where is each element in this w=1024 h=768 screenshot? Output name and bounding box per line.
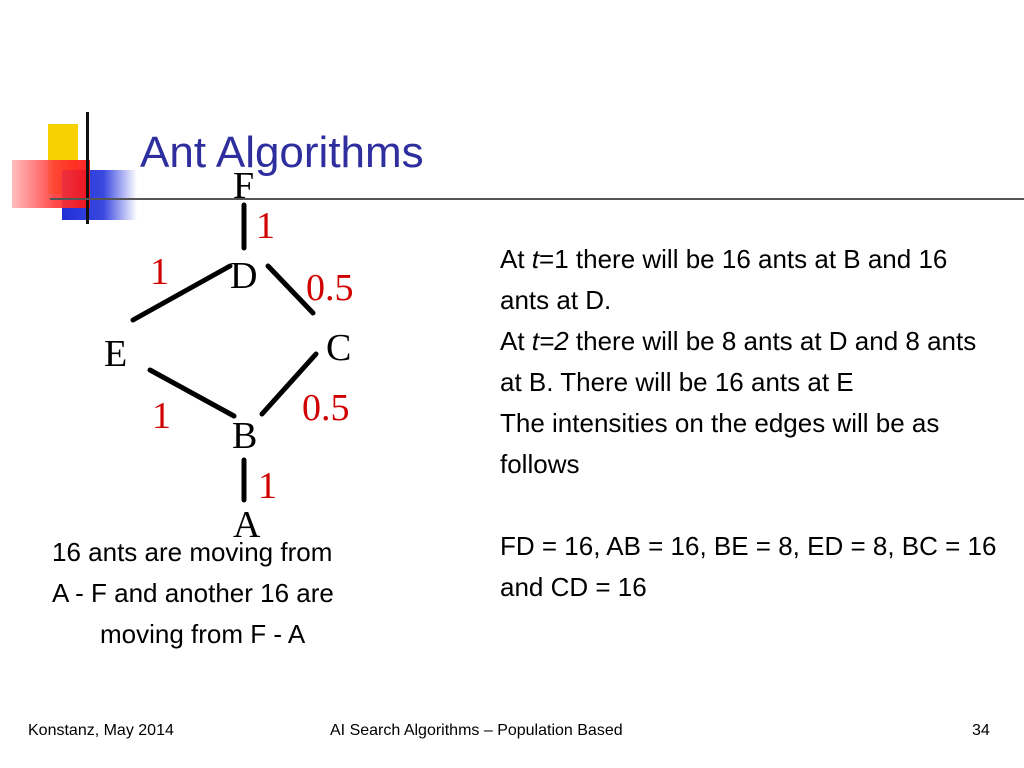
weight-bc: 0.5 <box>302 387 350 429</box>
paragraph-intensities: The intensities on the edges will be as follows <box>500 408 940 479</box>
paragraph-gap <box>500 485 1000 526</box>
ants-line-3: moving from F - A <box>100 619 306 649</box>
node-d: D <box>230 255 258 297</box>
paragraph-t2: At t=2 there will be 8 ants at D and 8 ants at B. There will be 16 ants at E <box>500 326 977 397</box>
paragraph-edge-values: FD = 16, AB = 16, BE = 8, ED = 8, BC = 16 and CD = 16 <box>500 531 997 602</box>
node-f: F <box>233 165 255 207</box>
weight-ab: 1 <box>258 465 277 507</box>
edge-de <box>133 266 230 320</box>
variable-t2: t=2 <box>531 326 569 356</box>
weight-eb: 1 <box>152 395 171 437</box>
weight-dc: 0.5 <box>306 267 354 309</box>
ants-moving-text <box>52 532 452 655</box>
explanation-text <box>500 239 1000 608</box>
paragraph-t1: At t=1 there will be 16 ants at B and 16 ants at D. <box>500 244 948 315</box>
variable-t: t <box>531 244 540 274</box>
node-a: A <box>233 504 261 546</box>
node-c: C <box>326 327 352 369</box>
footer-course-title: AI Search Algorithms – Population Based <box>330 722 623 739</box>
weight-fd: 1 <box>256 205 275 247</box>
ants-line-2: A - F and another 16 are <box>52 578 334 608</box>
weight-de: 1 <box>150 251 169 293</box>
node-e: E <box>104 333 128 375</box>
ants-line-1: 16 ants are moving from <box>52 537 333 567</box>
footer-location-date: Konstanz, May 2014 <box>28 722 174 739</box>
node-b: B <box>232 415 258 457</box>
footer-page-number: 34 <box>972 722 990 739</box>
slide-title: Ant Algorithms <box>140 128 424 177</box>
